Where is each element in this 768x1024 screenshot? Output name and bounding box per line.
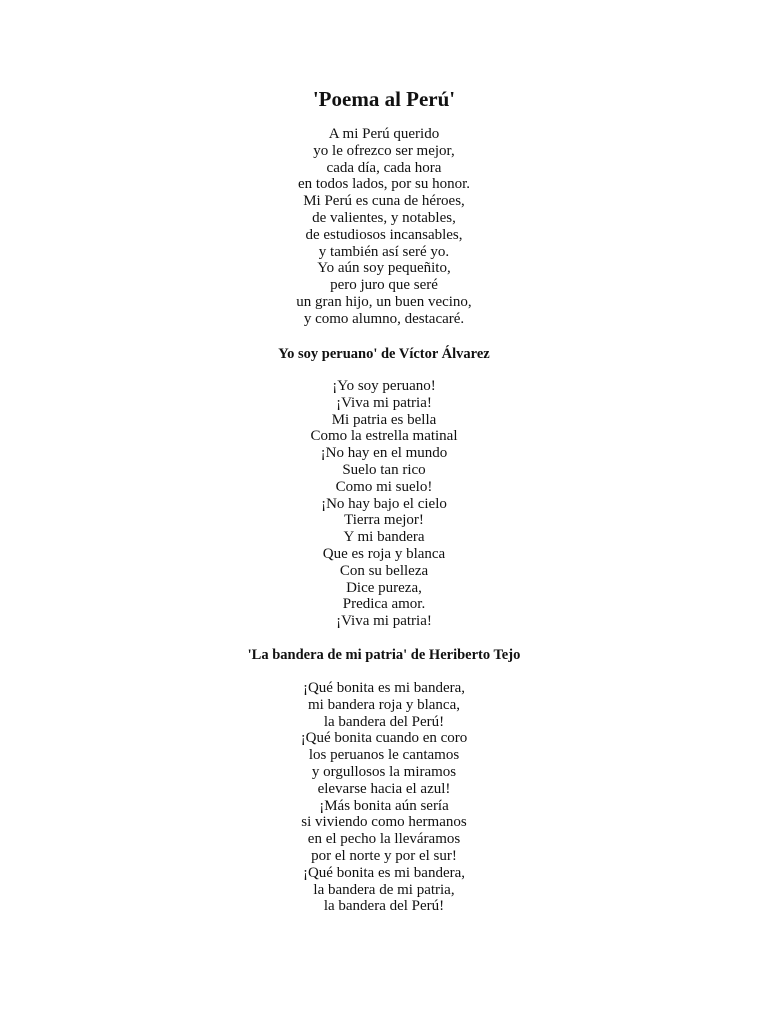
poem-1-body: [0, 126, 768, 328]
poem-line: y como alumno, destacaré.: [303, 310, 465, 327]
poem-line: ¡Viva mi patria!: [336, 613, 432, 630]
poem-line: Yo aún soy pequeñito,: [317, 260, 451, 277]
poem-line: ¡Qué bonita cuando en coro: [300, 730, 468, 747]
poem-line: Como mi suelo!: [335, 478, 433, 495]
poem-line: ¡Yo soy peruano!: [332, 378, 436, 394]
poem-line: por el norte y por el sur!: [311, 847, 457, 864]
poem-line: A mi Perú querido: [328, 126, 440, 142]
poem-line: mi bandera roja y blanca,: [307, 696, 460, 713]
poem-line: en todos lados, por su honor.: [297, 176, 471, 193]
poem-line: ¡Más bonita aún sería: [319, 797, 449, 814]
poem-line: Que es roja y blanca: [322, 545, 446, 562]
poem-2-title: Yo soy peruano' de Víctor Álvarez: [278, 346, 490, 362]
poem-line: yo le ofrezco ser mejor,: [313, 142, 455, 159]
poem-3-body: [0, 680, 768, 915]
poem-1-title: 'Poema al Perú': [312, 87, 456, 111]
poem-line: ¡No hay bajo el cielo: [321, 495, 447, 512]
poem-line: Mi Perú es cuna de héroes,: [303, 193, 465, 210]
poem-line: ¡Viva mi patria!: [336, 394, 432, 411]
poem-line: la bandera del Perú!: [323, 898, 445, 915]
poem-line: Y mi bandera: [343, 529, 425, 546]
poem-line: Suelo tan rico: [342, 461, 426, 478]
poem-line: si viviendo como hermanos: [301, 814, 467, 831]
poem-line: de valientes, y notables,: [312, 209, 456, 226]
poem-line: y también así seré yo.: [318, 243, 450, 260]
poem-line: y orgullosos la miramos: [311, 763, 457, 780]
poem-line: pero juro que seré: [330, 277, 438, 294]
poem-line: elevarse hacia el azul!: [317, 780, 451, 797]
poem-line: Predica amor.: [342, 596, 426, 613]
poem-line: Como la estrella matinal: [310, 428, 458, 445]
poem-line: los peruanos le cantamos: [308, 747, 460, 764]
poem-line: de estudiosos incansables,: [305, 226, 463, 243]
poem-line: ¡Qué bonita es mi bandera,: [302, 680, 466, 696]
poem-line: la bandera de mi patria,: [313, 881, 455, 898]
poem-line: en el pecho la lleváramos: [307, 831, 461, 848]
poem-line: Tierra mejor!: [344, 512, 424, 529]
poem-line: Mi patria es bella: [331, 411, 437, 428]
poem-line: Con su belleza: [339, 562, 429, 579]
poem-line: Dice pureza,: [346, 579, 422, 596]
poem-2-body: [0, 378, 768, 630]
poem-line: la bandera del Perú!: [323, 713, 445, 730]
poem-line: un gran hijo, un buen vecino,: [296, 293, 472, 310]
poem-line: ¡No hay en el mundo: [320, 445, 448, 462]
poem-3-title: 'La bandera de mi patria' de Heriberto Tejo: [247, 647, 521, 663]
poem-line: ¡Qué bonita es mi bandera,: [302, 864, 466, 881]
poem-line: cada día, cada hora: [326, 159, 442, 176]
